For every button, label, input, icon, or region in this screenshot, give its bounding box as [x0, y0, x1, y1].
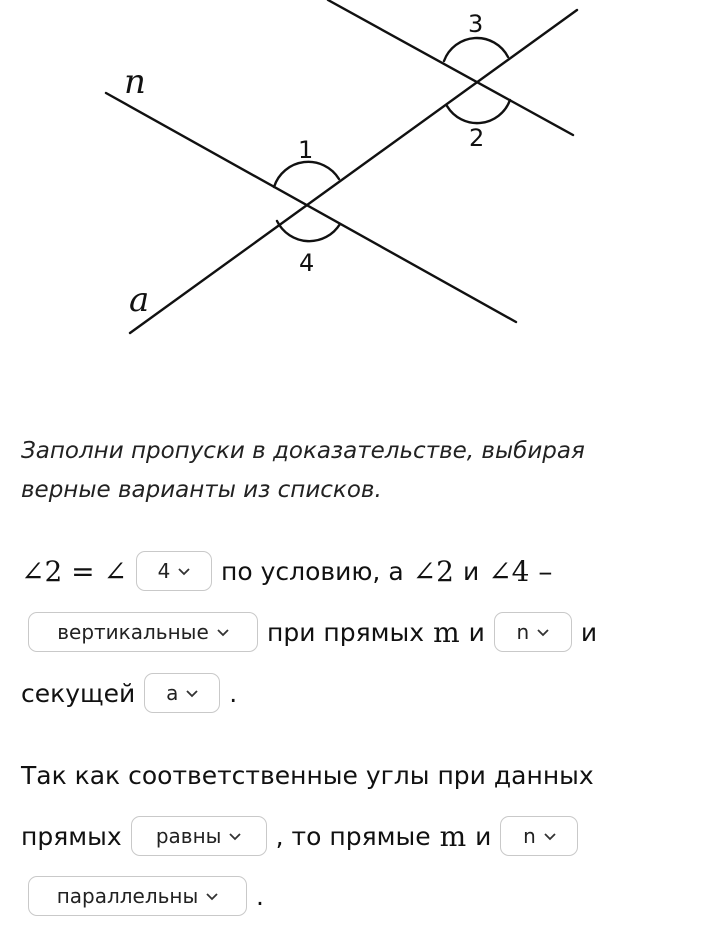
- text-at-lines: при прямых: [267, 617, 425, 647]
- text-secant: секущей: [21, 678, 136, 708]
- math-angle-2: ∠2: [412, 554, 454, 588]
- chevron-down-icon: [184, 685, 200, 701]
- angle-arc-3: [444, 38, 508, 61]
- proof-row-2: [21, 612, 597, 652]
- select-result[interactable]: [28, 876, 247, 916]
- select-result-value: параллельны: [56, 884, 199, 908]
- text-period-1: .: [229, 678, 238, 708]
- select-angle-number-value: 4: [157, 559, 171, 583]
- select-line-2-value: n: [523, 824, 536, 848]
- select-line-1[interactable]: [494, 612, 572, 652]
- label-line-a: a: [129, 280, 150, 320]
- line-a: [130, 10, 577, 333]
- geometry-diagram: [0, 0, 710, 420]
- select-secant[interactable]: [144, 673, 220, 713]
- select-relation[interactable]: [131, 816, 267, 856]
- text-and-3: и: [580, 617, 598, 647]
- line-n: [106, 93, 516, 322]
- angle-arc-1: [274, 162, 339, 187]
- label-angle-2: 2: [469, 124, 485, 152]
- proof-row-5: [21, 816, 578, 856]
- label-angle-1: 1: [298, 136, 314, 164]
- label-line-n: n: [124, 62, 146, 102]
- select-angle-number[interactable]: [136, 551, 212, 591]
- select-angle-type[interactable]: [28, 612, 258, 652]
- label-angle-4: 4: [299, 249, 315, 277]
- select-angle-type-value: вертикальные: [57, 620, 209, 644]
- line-m: [328, 0, 573, 135]
- proof-row-1: [21, 551, 552, 591]
- angle-arc-4: [277, 221, 340, 241]
- chevron-down-icon: [215, 624, 231, 640]
- proof-row-4: [21, 755, 594, 795]
- chevron-down-icon: [204, 888, 220, 904]
- text-then-lines: , то прямые: [275, 821, 431, 851]
- instruction-text: Заполни пропуски в доказательстве, выбирая верные варианты из списков.: [21, 438, 585, 503]
- angle-arc-2: [447, 100, 510, 123]
- select-secant-value: a: [166, 681, 179, 705]
- text-since: Так как соответственные углы при данных: [21, 760, 594, 790]
- select-relation-value: равны: [155, 824, 222, 848]
- text-and-2: и: [468, 617, 485, 647]
- math-angle-equality: ∠2 = ∠: [21, 554, 127, 588]
- chevron-down-icon: [227, 828, 243, 844]
- text-lines: прямых: [21, 821, 122, 851]
- text-and-4: и: [475, 821, 492, 851]
- chevron-down-icon: [542, 828, 558, 844]
- math-angle-4-dash: ∠4 –: [488, 554, 553, 588]
- chevron-down-icon: [176, 563, 192, 579]
- chevron-down-icon: [535, 624, 551, 640]
- math-line-m: m: [433, 615, 460, 649]
- select-line-1-value: n: [516, 620, 530, 644]
- text-period-2: .: [256, 881, 264, 911]
- label-angle-3: 3: [468, 10, 484, 38]
- proof-row-6: [21, 876, 264, 916]
- proof-row-3: [21, 673, 237, 713]
- text-by-condition: по условию, а: [221, 556, 404, 586]
- text-and: и: [462, 556, 480, 586]
- select-line-2[interactable]: [500, 816, 578, 856]
- math-line-m-2: m: [439, 819, 467, 853]
